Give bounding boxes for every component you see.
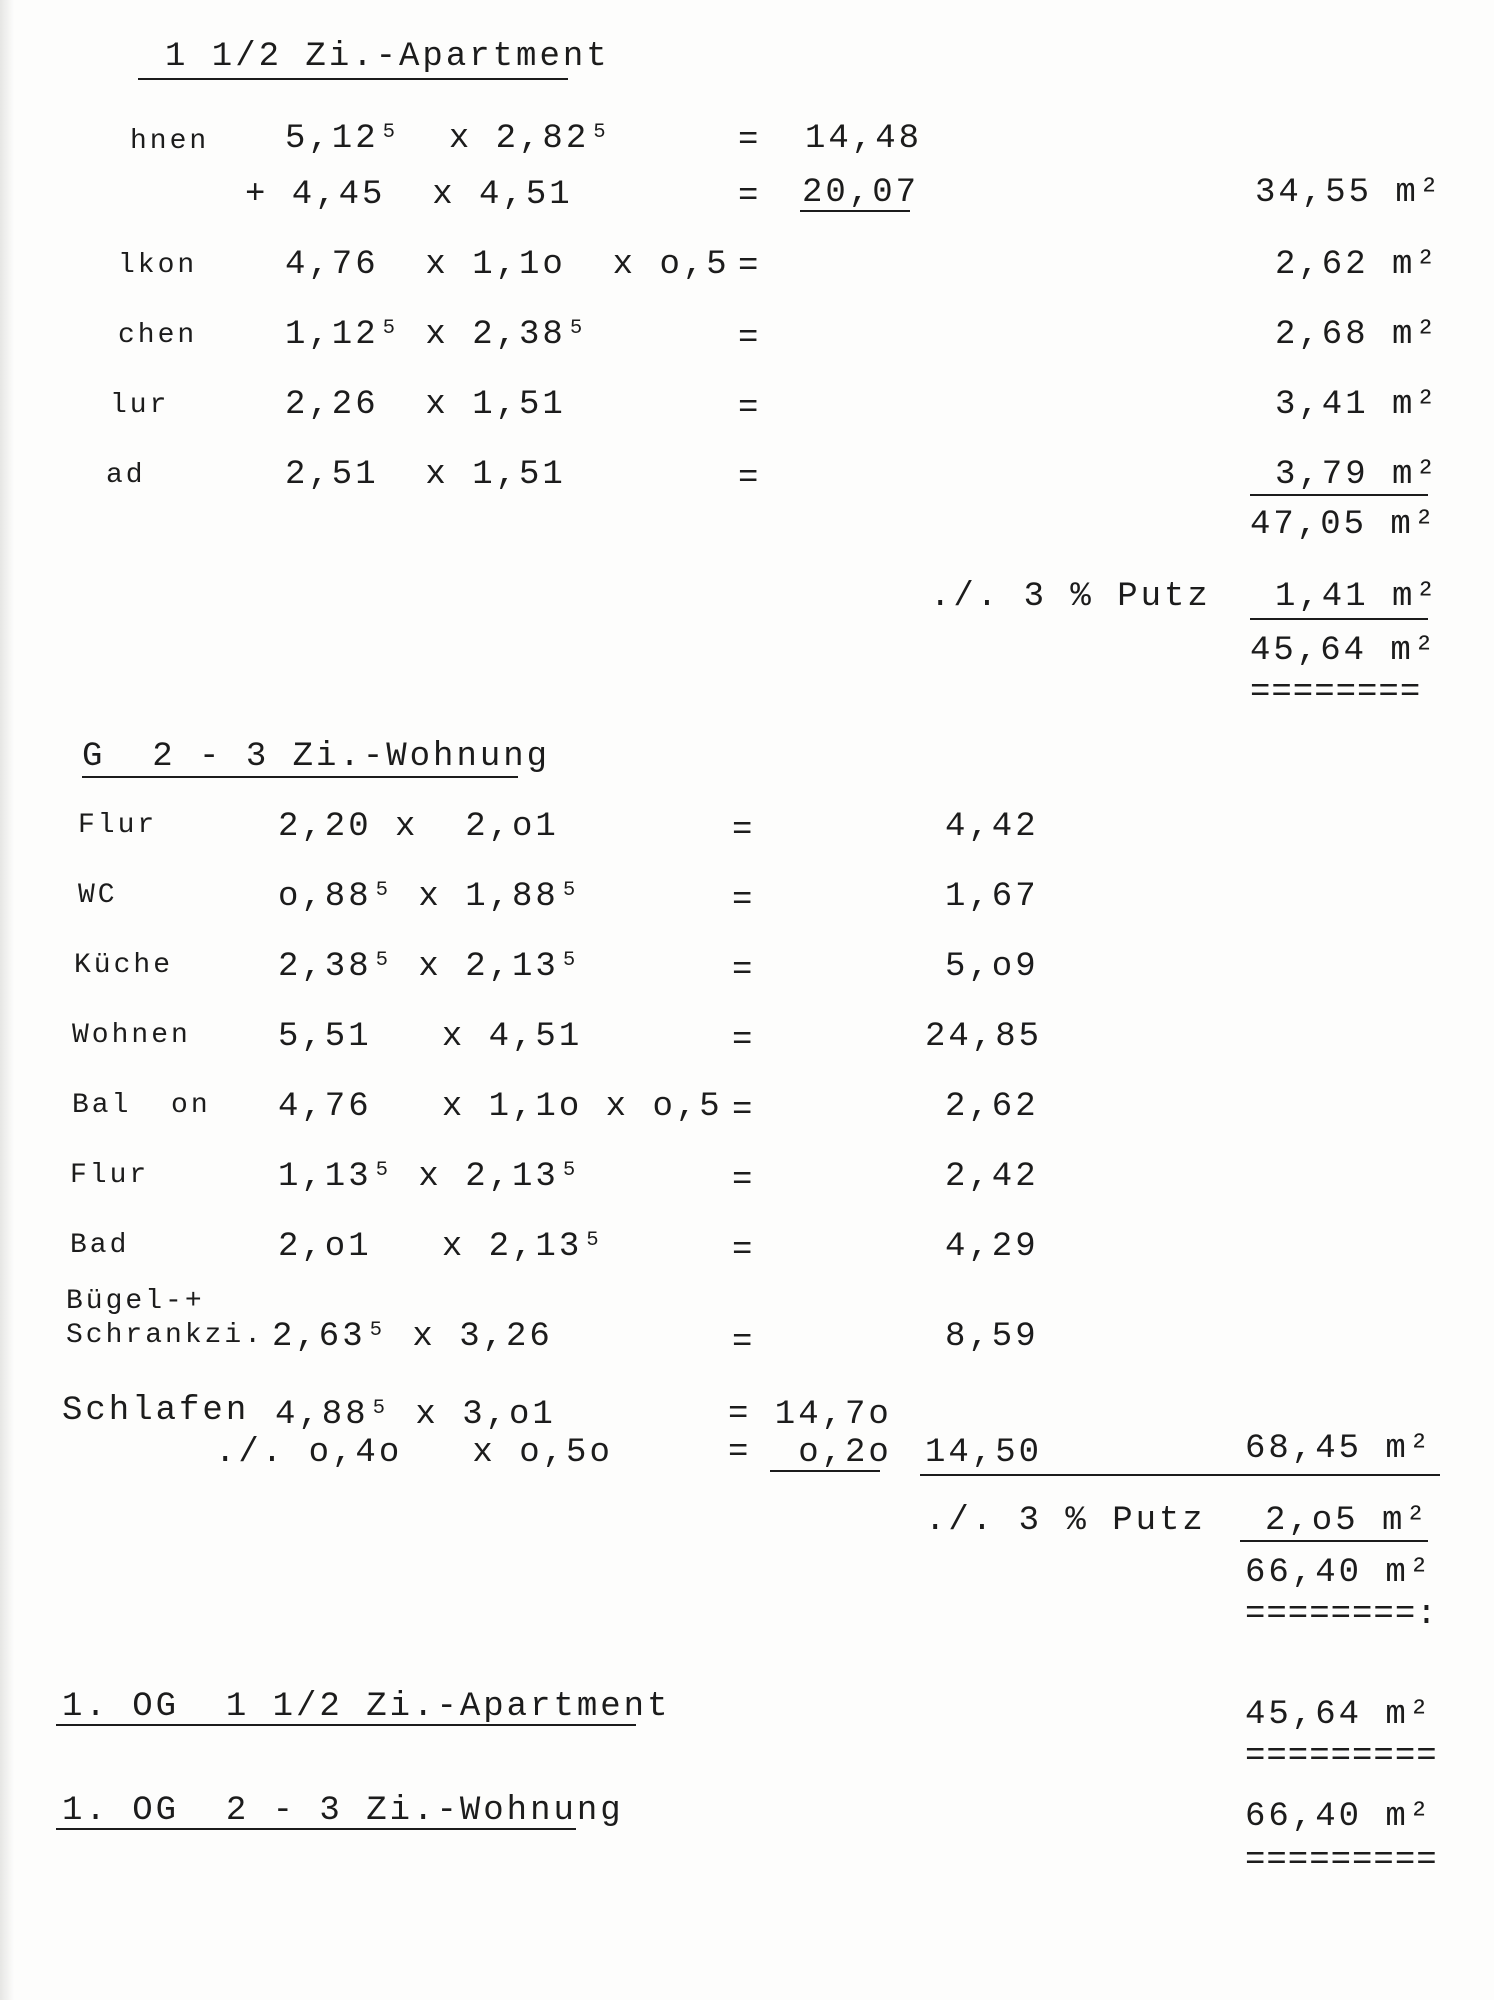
s2-row1-value: 1,67 <box>945 878 1039 916</box>
s1-row2-label: lkon <box>118 250 198 281</box>
s2-total: 68,45 m² <box>1245 1430 1433 1468</box>
s1-row5-eq: = <box>738 460 762 498</box>
s2-row4-value: 2,62 <box>945 1088 1039 1126</box>
s2-schlafen-label: Schlafen <box>62 1392 250 1430</box>
s1-subtotal: 47,05 m² <box>1250 506 1438 544</box>
s1-row2-eq: = <box>738 248 762 286</box>
s1-row4-eq: = <box>738 390 762 428</box>
s2-schlafen-value: 14,50 <box>925 1434 1043 1472</box>
s2-row5-dim: 1,13⁵ x 2,13⁵ <box>278 1158 583 1196</box>
s2-row8-eq: = <box>732 1324 756 1362</box>
s1-row2-total: 2,62 m² <box>1275 246 1439 284</box>
s2-row6-label: Bad <box>70 1230 130 1261</box>
s2-schlafen-eq2: = o,2o <box>728 1434 892 1472</box>
s2-row2-dim: 2,38⁵ x 2,13⁵ <box>278 948 583 986</box>
s2-row2-label: Küche <box>74 950 174 981</box>
s1-row2-dim: 4,76 x 1,1o x o,5 <box>285 246 730 284</box>
s2-row8-dim: 2,63⁵ x 3,26 <box>272 1318 553 1356</box>
s2-schlafen-eq1: = 14,7o <box>728 1396 892 1434</box>
s1-result-rule: ======== <box>1250 674 1422 712</box>
s1-result: 45,64 m² <box>1250 632 1438 670</box>
s2-row0-dim: 2,20 x 2,o1 <box>278 808 559 846</box>
s2-row4-dim: 4,76 x 1,1o x o,5 <box>278 1088 723 1126</box>
s2-row0-value: 4,42 <box>945 808 1039 846</box>
s1-row4-label: lur <box>110 390 170 421</box>
s2-row1-label: WC <box>78 880 118 911</box>
s1-row3-label: chen <box>118 320 198 351</box>
s2-row0-eq: = <box>732 812 756 850</box>
s2-schlafen-dim1: 4,88⁵ x 3,o1 <box>275 1396 556 1434</box>
section1-title: 1 1/2 Zi.-Apartment <box>165 38 610 76</box>
s1-row3-eq: = <box>738 320 762 358</box>
s2-row1-eq: = <box>732 882 756 920</box>
summary-apartment-underline <box>56 1724 636 1726</box>
s2-row7-label: Bügel-+ <box>66 1286 205 1317</box>
s2-row1-dim: o,88⁵ x 1,88⁵ <box>278 878 583 916</box>
s1-row1-partial: 20,07 <box>802 174 920 212</box>
s2-row4-label: Bal on <box>72 1090 211 1121</box>
s1-row5-dim: 2,51 x 1,51 <box>285 456 566 494</box>
s2-total-line <box>920 1474 1440 1476</box>
summary-wohnung-rule: ========= <box>1245 1842 1438 1880</box>
summary-apartment-value: 45,64 m² <box>1245 1696 1433 1734</box>
s1-row0-label: hnen <box>130 126 210 157</box>
summary-apartment-rule: ========= <box>1245 1738 1438 1776</box>
s2-putz-value: 2,o5 m² <box>1265 1502 1429 1540</box>
s1-row0-eq: = <box>738 122 762 160</box>
s1-row1-eq: = <box>738 178 762 216</box>
s2-result: 66,40 m² <box>1245 1554 1433 1592</box>
s2-row4-eq: = <box>732 1092 756 1130</box>
s2-row6-value: 4,29 <box>945 1228 1039 1266</box>
s2-row5-value: 2,42 <box>945 1158 1039 1196</box>
s2-row3-label: Wohnen <box>72 1020 191 1051</box>
s2-row8-value: 8,59 <box>945 1318 1039 1356</box>
s1-row3-dim: 1,12⁵ x 2,38⁵ <box>285 316 590 354</box>
s2-row3-value: 24,85 <box>925 1018 1043 1056</box>
s2-row5-eq: = <box>732 1162 756 1200</box>
s1-row4-dim: 2,26 x 1,51 <box>285 386 566 424</box>
s2-schlafen-dim2: ./. o,4o x o,5o <box>215 1434 613 1472</box>
s2-row6-eq: = <box>732 1232 756 1270</box>
summary-apartment-label: 1. OG 1 1/2 Zi.-Apartment <box>62 1688 671 1726</box>
s1-row5-label: ad <box>106 460 146 491</box>
summary-wohnung-label: 1. OG 2 - 3 Zi.-Wohnung <box>62 1792 624 1830</box>
s2-putz-line <box>1240 1540 1428 1542</box>
s2-row5-label: Flur <box>70 1160 150 1191</box>
s1-sum-line <box>1250 494 1428 496</box>
s1-row1-total: 34,55 m² <box>1255 174 1443 212</box>
s1-row4-total: 3,41 m² <box>1275 386 1439 424</box>
s2-row8-label: Schrankzi. <box>66 1320 265 1351</box>
s1-partial-underline <box>800 210 910 212</box>
summary-wohnung-value: 66,40 m² <box>1245 1798 1433 1836</box>
s1-putz-line <box>1250 618 1428 620</box>
s1-row1-dim: + 4,45 x 4,51 <box>245 176 573 214</box>
s2-row3-dim: 5,51 x 4,51 <box>278 1018 583 1056</box>
s1-row3-total: 2,68 m² <box>1275 316 1439 354</box>
section2-title-underline <box>82 776 518 778</box>
s2-schlafen-underline <box>770 1470 880 1472</box>
s2-putz-label: ./. 3 % Putz <box>925 1502 1206 1540</box>
s1-row0-dim: 5,12⁵ x 2,82⁵ <box>285 120 613 158</box>
s2-row6-dim: 2,o1 x 2,13⁵ <box>278 1228 606 1266</box>
s2-row0-label: Flur <box>78 810 158 841</box>
s2-row2-eq: = <box>732 952 756 990</box>
s1-row5-total: 3,79 m² <box>1275 456 1439 494</box>
s1-row0-partial: 14,48 <box>805 120 923 158</box>
s2-row3-eq: = <box>732 1022 756 1060</box>
s1-putz-label: ./. 3 % Putz <box>930 578 1211 616</box>
summary-wohnung-underline <box>56 1828 576 1830</box>
s1-putz-value: 1,41 m² <box>1275 578 1439 616</box>
scan-edge <box>0 0 14 2000</box>
section1-title-underline <box>138 78 568 80</box>
section2-title: G 2 - 3 Zi.-Wohnung <box>82 738 551 776</box>
s2-row2-value: 5,o9 <box>945 948 1039 986</box>
s2-result-rule: ========: <box>1245 1596 1438 1634</box>
